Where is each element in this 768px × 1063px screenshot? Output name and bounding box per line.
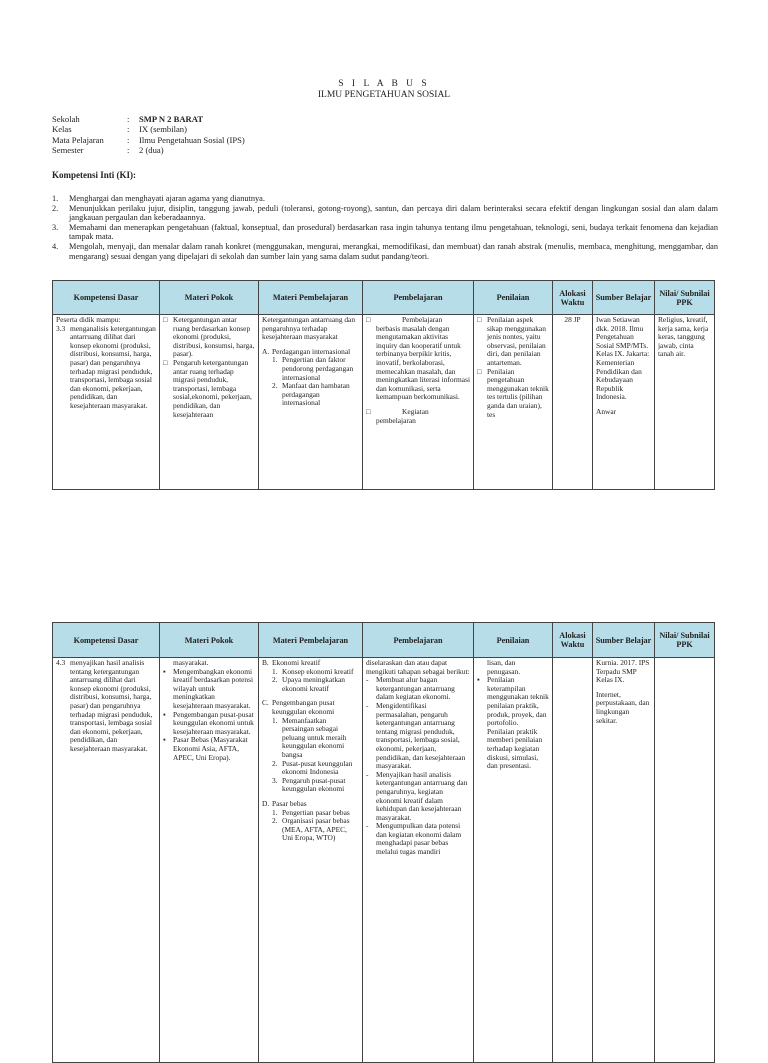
pb-text: berbasis masalah dengan mengutamakan aktivitas inquiry dan kooperatif untuk terbinanya berpikir kritis, inovatif, berkolaborasi, memecahkan masalah, dan meningkatkan literasi informasi dan komunikasi, serta kemampuan berkomunikasi. <box>376 323 470 402</box>
ki-item <box>52 223 718 242</box>
mpb-intro: Ketergantungan antarruang dan pengaruhnya terhadap kesejahteraan masyarakat <box>262 316 356 342</box>
ki-text: Memahami dan menerapkan pengetahuan (faktual, konseptual, dan prosedural) berdasarkan rasa ingin tahunya tentang ilmu pengetahuan, teknologi, seni, budaya terkait fenomena dan kejadian tampak mata. <box>69 222 718 242</box>
dash-bullet: - <box>366 769 369 779</box>
identity-label: Semester <box>52 144 84 155</box>
mp-continued: masyarakat. <box>173 659 209 667</box>
mp-item: Pengaruh ketergantungan antar ruang terhadap migrasi penduduk, transportasi, lembaga sosial,ekonomi, pekerjaan, pendidikan, dan kesejahteraan <box>173 357 252 419</box>
section-mark: A. <box>262 346 270 356</box>
syllabus-table-2 <box>52 622 715 1063</box>
sub-text: Organisasi pasar bebas (MEA, AFTA, APEC, Uni Eropa, WTO) <box>282 816 350 843</box>
header-materi-pembelajaran: Materi Pembelajaran <box>259 623 363 658</box>
header-pembelajaran: Pembelajaran <box>363 623 474 658</box>
sub-text: Pengaruh pusat-pusat keunggulan ekonomi <box>282 775 346 794</box>
cell-pembelajaran <box>363 315 474 490</box>
ki-heading: Kompetensi Inti (KI): <box>52 170 136 180</box>
identity-label: Mata Pelajaran <box>52 134 104 145</box>
syllabus-table-1 <box>52 280 715 490</box>
square-bullet-icon: ▪ <box>163 666 166 676</box>
cell-materi-pokok <box>160 658 259 1063</box>
square-bullet-icon: ▪ <box>163 735 166 745</box>
identity-colon: : <box>127 124 130 135</box>
square-bullet-icon: ▪ <box>163 709 166 719</box>
header-materi-pokok: Materi Pokok <box>160 281 259 315</box>
nilai-text: Religius, kreatif, kerja sama, kerja keras, tanggung jawab, cinta tanah air. <box>658 316 709 359</box>
table-header-row <box>53 281 715 315</box>
sub-text: Konsep ekonomi kreatif <box>282 666 354 676</box>
checkbox-bullet-icon: □ <box>477 316 482 324</box>
sub-text: Memanfaatkan persaingan sebagai peluang untuk meraih keunggulan ekonomi bangsa <box>282 715 347 759</box>
header-materi-pembelajaran: Materi Pembelajaran <box>259 281 363 315</box>
header-alokasi-waktu: Alokasi Waktu <box>553 623 593 658</box>
sub-text: Pengertian dan faktor pendorong perdagangan internasional <box>282 355 354 382</box>
section-title: Perdagangan internasional <box>272 346 351 356</box>
identity-label: Sekolah <box>52 114 80 124</box>
dash-bullet: - <box>366 821 369 831</box>
checkbox-bullet-icon: □ <box>366 316 371 324</box>
ki-item <box>52 204 718 223</box>
table-row <box>53 315 715 490</box>
pn-item: Penilaian pengetahuan menggunakan teknik tes tertulis (pilihan ganda dan uraian), tes <box>487 366 549 419</box>
cell-penilaian <box>474 315 553 490</box>
sub-number: 1. <box>272 355 278 365</box>
cell-sumber-belajar <box>593 315 655 490</box>
ki-list <box>52 194 718 261</box>
ki-number: 4. <box>52 241 59 251</box>
table-row <box>53 658 715 1063</box>
cell-materi-pembelajaran <box>259 658 363 1063</box>
identity-colon: : <box>127 134 130 145</box>
sub-number: 2. <box>272 758 278 768</box>
cell-alokasi-waktu <box>553 315 593 490</box>
pn-continued: lisan, dan penugasan. <box>487 659 521 676</box>
ki-text: Mengolah, menyaji, dan menalar dalam ranah konkret (menggunakan, mengurai, merangkai, memodifikasi, dan membuat) dan ranah abstrak (menulis, membaca, menghitung, menggambar, dan mengarang) sesuai dengan yang dipelajari di sekolah dan sumber lain yang sama dalam sudut pandang/teori. <box>69 241 718 261</box>
dash-bullet: - <box>366 700 369 710</box>
mp-item: Mengembangkan ekonomi kreatif berdasarkan potensi wilayah untuk meningkatkan kesejahteraan masyarakat. <box>173 666 254 710</box>
sumber-text: Kurnia. 2017. IPS Terpadu SMP Kelas IX. <box>596 659 650 685</box>
ki-number: 2. <box>52 203 59 213</box>
kd-intro: Peserta didik mampu: <box>56 316 121 324</box>
cell-materi-pembelajaran <box>259 315 363 490</box>
dash-bullet: - <box>366 675 369 685</box>
identity-row <box>52 114 245 124</box>
pb-item: Menyajikan hasil analisis ketergantungan antarruang dan pengaruhnya, kegiatan ekonomi kreatif dalam kehidupan dan kesejahteraan masyarakat. <box>376 769 468 822</box>
identity-label: Kelas <box>52 124 72 135</box>
section-title: Pasar bebas <box>272 798 307 808</box>
header-nilai-ppk: Nilai/ Subnilai PPK <box>655 623 715 658</box>
header-sumber-belajar: Sumber Belajar <box>593 281 655 315</box>
sumber-text: Anwar <box>596 406 617 416</box>
kd-number: 3.3 <box>56 323 66 333</box>
identity-row <box>52 124 245 134</box>
pb-item: Mengumpulkan data potensi dan kegiatan ekonomi dalam menghadapi pasar bebas melalui tugas mandiri <box>376 821 462 857</box>
ki-number: 1. <box>52 194 59 203</box>
square-bullet-icon: ▪ <box>477 675 480 685</box>
mp-item: Pengembangan pusat-pusat keunggulan ekonomi untuk kesejahteraan masyarakat. <box>173 709 254 736</box>
table-header-row <box>53 623 715 658</box>
sub-number: 2. <box>272 816 278 826</box>
header-pembelajaran: Pembelajaran <box>363 281 474 315</box>
identity-block <box>52 114 245 155</box>
pn-text: Penilaian praktik memberi penilaian terhadap kegiatan diskusi, simulasi, dan presentasi. <box>487 726 543 771</box>
sub-number: 1. <box>272 666 278 676</box>
cell-kompetensi-dasar <box>53 658 160 1063</box>
identity-colon: : <box>127 114 130 124</box>
sub-text: Manfaat dan hambatan perdagangan internasional <box>282 381 350 408</box>
section-mark: C. <box>262 698 269 708</box>
ki-number: 3. <box>52 222 59 232</box>
section-mark: D. <box>262 798 270 808</box>
section-mark: B. <box>262 659 269 667</box>
pb-text: pembelajaran <box>376 415 416 425</box>
checkbox-bullet-icon: □ <box>366 406 371 416</box>
sub-text: Pusat-pusat keunggulan ekonomi Indonesia <box>282 758 353 777</box>
sub-text: Upaya meningkatkan ekonomi kreatif <box>282 675 346 693</box>
header-penilaian: Penilaian <box>474 281 553 315</box>
pb-item: Mengidentifikasi permasalahan, pengaruh ketergantungan antarruang tentang migrasi penduduk, transportasi, lembaga sosial, ekonomi, pekerjaan, pendidikan, dan kesejahteraan masyarakat. <box>376 700 466 771</box>
cell-kompetensi-dasar <box>53 315 160 490</box>
sumber-text: Iwan Setiawan dkk. 2018. Ilmu Pengetahuan Sosial SMP/MTs. Kelas IX. Jakarta: Kementerian Pendidikan dan Kebudayaan Republik Indonesia. <box>596 316 650 402</box>
mp-item: Ketergantungan antar ruang berdasarkan konsep ekonomi (produksi, distribusi, konsumsi, harga, pasar). <box>173 316 255 359</box>
pn-item: Penilaian aspek sikap menggunakan jenis nontes, yaitu observasi, penilaian diri, dan penilaian antarteman. <box>487 316 546 367</box>
header-alokasi-waktu: Alokasi Waktu <box>553 281 593 315</box>
section-title: Ekonomi kreatif <box>272 659 321 667</box>
pb-lead: Pembelajaran <box>402 316 443 324</box>
ki-item <box>52 242 718 261</box>
document-subtitle: ILMU PENGETAHUAN SOSIAL <box>317 90 451 100</box>
header-nilai-ppk: Nilai/ Subnilai PPK <box>655 281 715 315</box>
sumber-text: Internet, perpustakaan, dan lingkungan sekitar. <box>596 689 650 725</box>
pb-item: Membuat alur bagan ketergantungan antarruang dalam kegiatan ekonomi. <box>376 675 455 702</box>
alokasi-value: 28 JP <box>564 316 581 324</box>
identity-value-school: SMP N 2 BARAT <box>139 114 204 124</box>
mp-item: Pasar Bebas (Masyarakat Ekonomi Asia, AFTA, APEC, Uni Eropa). <box>173 735 248 762</box>
kd-text: menganalisis ketergantungan antarruang dilihat dari konsep ekonomi (produksi, distribusi, konsumsi, harga, pasar) dan pengaruhnya terhadap migrasi penduduk, transportasi, lembaga sosial dan ekonomi, pekerjaan, pendidikan, dan kesejahteraan masyarakat. <box>70 323 156 410</box>
pn-item: Penilaian keterampilan menggunakan teknik penilaian praktik, produk, proyek, dan portofolio. <box>487 675 549 728</box>
header-kompetensi-dasar: Kompetensi Dasar <box>53 281 160 315</box>
kd-text: menyajikan hasil analisis tentang ketergantungan antarruang dilihat dari konsep ekonomi (produksi, distribusi, konsumsi, harga, pasar) dan pengaruhnya terhadap migrasi penduduk, transportasi, lembaga sosial dan ekonomi, pekerjaan, pendidikan, dan kesejahteraan masyarakat. <box>70 659 153 753</box>
checkbox-bullet-icon: □ <box>477 366 482 376</box>
sub-text: Pengertian pasar bebas <box>282 807 350 817</box>
pb-intro: diselaraskan dan atau dapat mengikuti tahapan sebagai berikut: <box>366 659 470 676</box>
section-title: Pengembangan pusat keunggulan ekonomi <box>272 698 335 716</box>
kd-number: 4.3 <box>56 659 66 667</box>
ki-text: Menghargai dan menghayati ajaran agama yang dianutnya. <box>69 194 265 203</box>
cell-pembelajaran <box>363 658 474 1063</box>
cell-penilaian <box>474 658 553 1063</box>
checkbox-bullet-icon: □ <box>163 357 168 367</box>
identity-colon: : <box>127 144 130 155</box>
header-penilaian: Penilaian <box>474 623 553 658</box>
sub-number: 2. <box>272 675 278 685</box>
cell-materi-pokok <box>160 315 259 490</box>
pb-lead: Kegiatan <box>402 406 429 416</box>
identity-row <box>52 145 245 155</box>
cell-sumber-belajar <box>593 658 655 1063</box>
header-materi-pokok: Materi Pokok <box>160 623 259 658</box>
cell-nilai-ppk <box>655 315 715 490</box>
header-kompetensi-dasar: Kompetensi Dasar <box>53 623 160 658</box>
ki-item <box>52 194 718 204</box>
identity-value-semester: 2 (dua) <box>139 144 164 155</box>
sub-number: 1. <box>272 807 278 817</box>
sub-number: 1. <box>272 715 278 725</box>
cell-alokasi-waktu <box>553 658 593 1063</box>
identity-value-class: IX (sembilan) <box>139 124 187 135</box>
ki-text: Menunjukkan perilaku jujur, disiplin, tanggung jawab, peduli (toleransi, gotong-royong), santun, dan percaya diri dalam berinteraksi secara efektif dengan lingkungan sosial dan alam dalam jangkauan pergaulan dan keberadaannya. <box>69 203 718 223</box>
checkbox-bullet-icon: □ <box>163 316 168 324</box>
document-title: S I L A B U S <box>338 79 430 89</box>
sub-number: 2. <box>272 381 278 391</box>
header-sumber-belajar: Sumber Belajar <box>593 623 655 658</box>
sub-number: 3. <box>272 775 278 785</box>
cell-nilai-ppk <box>655 658 715 1063</box>
identity-value-subject: Ilmu Pengetahuan Sosial (IPS) <box>139 134 245 145</box>
identity-row <box>52 135 245 145</box>
